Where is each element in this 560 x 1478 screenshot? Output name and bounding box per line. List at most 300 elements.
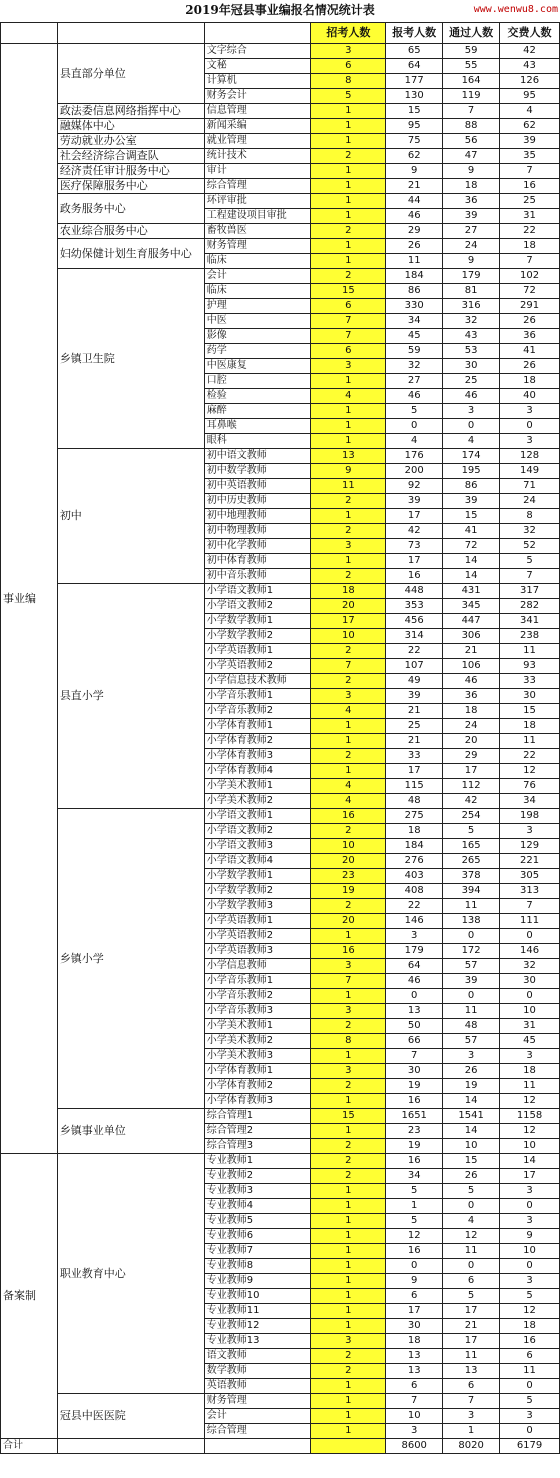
position-cell: 临床 xyxy=(204,254,311,269)
quota-cell: 1 xyxy=(311,989,386,1004)
applicants-cell: 5 xyxy=(386,404,443,419)
passed-cell: 24 xyxy=(443,719,500,734)
position-cell: 专业教师5 xyxy=(204,1214,311,1229)
passed-cell: 25 xyxy=(443,374,500,389)
paid-cell: 5 xyxy=(500,554,560,569)
quota-cell: 1 xyxy=(311,1049,386,1064)
paid-cell: 52 xyxy=(500,539,560,554)
passed-cell: 316 xyxy=(443,299,500,314)
applicants-cell: 44 xyxy=(386,194,443,209)
quota-cell: 2 xyxy=(311,494,386,509)
quota-cell: 1 xyxy=(311,404,386,419)
passed-cell: 53 xyxy=(443,344,500,359)
applicants-cell: 177 xyxy=(386,74,443,89)
applicants-cell: 22 xyxy=(386,899,443,914)
applicants-cell: 5 xyxy=(386,1214,443,1229)
applicants-cell: 16 xyxy=(386,1154,443,1169)
quota-cell: 1 xyxy=(311,1409,386,1424)
paid-cell: 282 xyxy=(500,599,560,614)
passed-cell: 39 xyxy=(443,209,500,224)
paid-cell: 7 xyxy=(500,569,560,584)
paid-cell: 22 xyxy=(500,749,560,764)
unit-cell: 政务服务中心 xyxy=(57,194,204,224)
position-cell: 小学数学教师1 xyxy=(204,869,311,884)
quota-cell: 3 xyxy=(311,44,386,59)
paid-cell: 43 xyxy=(500,59,560,74)
quota-cell: 1 xyxy=(311,134,386,149)
position-cell: 小学美术教师1 xyxy=(204,1019,311,1034)
passed-cell: 19 xyxy=(443,1079,500,1094)
header-quota: 招考人数 xyxy=(311,23,386,44)
passed-cell: 195 xyxy=(443,464,500,479)
applicants-cell: 48 xyxy=(386,794,443,809)
position-cell: 财务管理 xyxy=(204,1394,311,1409)
table-row xyxy=(1,104,560,119)
quota-cell: 20 xyxy=(311,854,386,869)
applicants-cell: 95 xyxy=(386,119,443,134)
quota-cell: 1 xyxy=(311,554,386,569)
position-cell: 畜牧兽医 xyxy=(204,224,311,239)
quota-cell: 2 xyxy=(311,524,386,539)
applicants-cell: 184 xyxy=(386,269,443,284)
passed-cell: 17 xyxy=(443,1304,500,1319)
quota-cell: 1 xyxy=(311,719,386,734)
table-row xyxy=(1,1109,560,1124)
paid-cell: 30 xyxy=(500,974,560,989)
applicants-cell: 59 xyxy=(386,344,443,359)
paid-cell: 7 xyxy=(500,899,560,914)
passed-cell: 57 xyxy=(443,959,500,974)
paid-cell: 18 xyxy=(500,239,560,254)
position-cell: 初中地理教师 xyxy=(204,509,311,524)
applicants-cell: 10 xyxy=(386,1409,443,1424)
applicants-cell: 16 xyxy=(386,569,443,584)
position-cell: 专业教师4 xyxy=(204,1199,311,1214)
applicants-cell: 30 xyxy=(386,1319,443,1334)
paid-cell: 3 xyxy=(500,1274,560,1289)
paid-cell: 10 xyxy=(500,1004,560,1019)
applicants-cell: 49 xyxy=(386,674,443,689)
table-row xyxy=(1,1154,560,1169)
quota-cell: 11 xyxy=(311,479,386,494)
passed-cell: 119 xyxy=(443,89,500,104)
paid-cell: 35 xyxy=(500,149,560,164)
quota-cell: 15 xyxy=(311,1109,386,1124)
quota-cell: 3 xyxy=(311,1064,386,1079)
unit-cell: 社会经济综合调查队 xyxy=(57,149,204,164)
quota-cell: 2 xyxy=(311,269,386,284)
applicants-cell: 6 xyxy=(386,1379,443,1394)
quota-cell: 7 xyxy=(311,659,386,674)
applicants-cell: 26 xyxy=(386,239,443,254)
passed-cell: 30 xyxy=(443,359,500,374)
position-cell: 英语教师 xyxy=(204,1379,311,1394)
applicants-cell: 39 xyxy=(386,494,443,509)
passed-cell: 18 xyxy=(443,704,500,719)
applicants-cell: 34 xyxy=(386,314,443,329)
paid-cell: 5 xyxy=(500,1289,560,1304)
applicants-cell: 314 xyxy=(386,629,443,644)
position-cell: 小学英语教师3 xyxy=(204,944,311,959)
paid-cell: 3 xyxy=(500,1214,560,1229)
quota-cell: 9 xyxy=(311,464,386,479)
passed-cell: 174 xyxy=(443,449,500,464)
quota-cell: 1 xyxy=(311,374,386,389)
passed-cell: 59 xyxy=(443,44,500,59)
total-blank xyxy=(204,1439,311,1454)
passed-cell: 6 xyxy=(443,1379,500,1394)
passed-cell: 26 xyxy=(443,1169,500,1184)
applicants-cell: 408 xyxy=(386,884,443,899)
paid-cell: 40 xyxy=(500,389,560,404)
position-cell: 小学美术教师2 xyxy=(204,794,311,809)
position-cell: 小学体育教师2 xyxy=(204,734,311,749)
passed-cell: 10 xyxy=(443,1139,500,1154)
passed-cell: 0 xyxy=(443,1259,500,1274)
paid-cell: 7 xyxy=(500,164,560,179)
table-row xyxy=(1,194,560,209)
position-cell: 小学音乐教师2 xyxy=(204,989,311,1004)
paid-cell: 341 xyxy=(500,614,560,629)
paid-cell: 7 xyxy=(500,254,560,269)
paid-cell: 18 xyxy=(500,1319,560,1334)
table-row xyxy=(1,44,560,59)
passed-cell: 11 xyxy=(443,899,500,914)
paid-cell: 31 xyxy=(500,1019,560,1034)
passed-cell: 5 xyxy=(443,824,500,839)
quota-cell: 3 xyxy=(311,689,386,704)
position-cell: 小学语文教师1 xyxy=(204,809,311,824)
applicants-cell: 21 xyxy=(386,179,443,194)
category-cell: 事业编 xyxy=(1,44,58,1154)
quota-cell: 2 xyxy=(311,1139,386,1154)
position-cell: 影像 xyxy=(204,329,311,344)
paid-cell: 9 xyxy=(500,1229,560,1244)
position-cell: 专业教师10 xyxy=(204,1289,311,1304)
applicants-cell: 92 xyxy=(386,479,443,494)
position-cell: 小学语文教师2 xyxy=(204,599,311,614)
applicants-cell: 11 xyxy=(386,254,443,269)
unit-cell: 冠县中医医院 xyxy=(57,1394,204,1439)
paid-cell: 146 xyxy=(500,944,560,959)
paid-cell: 45 xyxy=(500,1034,560,1049)
passed-cell: 6 xyxy=(443,1274,500,1289)
paid-cell: 32 xyxy=(500,959,560,974)
quota-cell: 4 xyxy=(311,389,386,404)
passed-cell: 172 xyxy=(443,944,500,959)
passed-cell: 24 xyxy=(443,239,500,254)
paid-cell: 3 xyxy=(500,824,560,839)
quota-cell: 2 xyxy=(311,149,386,164)
position-cell: 眼科 xyxy=(204,434,311,449)
table-row xyxy=(1,1394,560,1409)
applicants-cell: 146 xyxy=(386,914,443,929)
position-cell: 文秘 xyxy=(204,59,311,74)
position-cell: 初中体育教师 xyxy=(204,554,311,569)
position-cell: 综合管理2 xyxy=(204,1124,311,1139)
quota-cell: 4 xyxy=(311,704,386,719)
position-cell: 小学语文教师2 xyxy=(204,824,311,839)
passed-cell: 5 xyxy=(443,1289,500,1304)
passed-cell: 4 xyxy=(443,434,500,449)
passed-cell: 3 xyxy=(443,1049,500,1064)
applicants-cell: 50 xyxy=(386,1019,443,1034)
applicants-cell: 176 xyxy=(386,449,443,464)
passed-cell: 11 xyxy=(443,1244,500,1259)
paid-cell: 33 xyxy=(500,674,560,689)
quota-cell: 15 xyxy=(311,284,386,299)
table-row xyxy=(1,449,560,464)
header-blank xyxy=(57,23,204,44)
applicants-cell: 107 xyxy=(386,659,443,674)
unit-cell: 农业综合服务中心 xyxy=(57,224,204,239)
quota-cell: 2 xyxy=(311,1019,386,1034)
position-cell: 小学数学教师2 xyxy=(204,629,311,644)
position-cell: 小学体育教师2 xyxy=(204,1079,311,1094)
passed-cell: 43 xyxy=(443,329,500,344)
position-cell: 就业管理 xyxy=(204,134,311,149)
passed-cell: 14 xyxy=(443,554,500,569)
position-cell: 小学美术教师1 xyxy=(204,779,311,794)
applicants-cell: 21 xyxy=(386,704,443,719)
position-cell: 小学英语教师2 xyxy=(204,929,311,944)
position-cell: 会计 xyxy=(204,269,311,284)
position-cell: 小学语文教师3 xyxy=(204,839,311,854)
applicants-cell: 21 xyxy=(386,734,443,749)
paid-cell: 12 xyxy=(500,1304,560,1319)
applicants-cell: 276 xyxy=(386,854,443,869)
quota-cell: 3 xyxy=(311,539,386,554)
paid-cell: 26 xyxy=(500,314,560,329)
quota-cell: 20 xyxy=(311,914,386,929)
applicants-cell: 18 xyxy=(386,1334,443,1349)
applicants-cell: 27 xyxy=(386,374,443,389)
paid-cell: 76 xyxy=(500,779,560,794)
passed-cell: 29 xyxy=(443,749,500,764)
quota-cell: 3 xyxy=(311,959,386,974)
position-cell: 检验 xyxy=(204,389,311,404)
passed-cell: 378 xyxy=(443,869,500,884)
quota-cell: 4 xyxy=(311,794,386,809)
position-cell: 小学数学教师2 xyxy=(204,884,311,899)
applicants-cell: 75 xyxy=(386,134,443,149)
quota-cell: 2 xyxy=(311,899,386,914)
passed-cell: 57 xyxy=(443,1034,500,1049)
quota-cell: 1 xyxy=(311,509,386,524)
position-cell: 统计技术 xyxy=(204,149,311,164)
passed-cell: 14 xyxy=(443,569,500,584)
paid-cell: 26 xyxy=(500,359,560,374)
applicants-cell: 16 xyxy=(386,1244,443,1259)
header-row xyxy=(1,23,560,44)
paid-cell: 128 xyxy=(500,449,560,464)
position-cell: 语文教师 xyxy=(204,1349,311,1364)
paid-cell: 305 xyxy=(500,869,560,884)
position-cell: 新闻采编 xyxy=(204,119,311,134)
position-cell: 小学体育教师3 xyxy=(204,749,311,764)
quota-cell: 1 xyxy=(311,1394,386,1409)
passed-cell: 106 xyxy=(443,659,500,674)
quota-cell: 1 xyxy=(311,104,386,119)
applicants-cell: 7 xyxy=(386,1394,443,1409)
quota-cell: 1 xyxy=(311,434,386,449)
position-cell: 小学音乐教师3 xyxy=(204,1004,311,1019)
position-cell: 口腔 xyxy=(204,374,311,389)
quota-cell: 2 xyxy=(311,749,386,764)
paid-cell: 10 xyxy=(500,1244,560,1259)
position-cell: 护理 xyxy=(204,299,311,314)
position-cell: 小学信息教师 xyxy=(204,959,311,974)
position-cell: 综合管理3 xyxy=(204,1139,311,1154)
applicants-cell: 86 xyxy=(386,284,443,299)
applicants-cell: 46 xyxy=(386,209,443,224)
passed-cell: 17 xyxy=(443,764,500,779)
paid-cell: 95 xyxy=(500,89,560,104)
paid-cell: 3 xyxy=(500,1049,560,1064)
applicants-cell: 9 xyxy=(386,1274,443,1289)
position-cell: 初中语文教师 xyxy=(204,449,311,464)
quota-cell: 1 xyxy=(311,1244,386,1259)
applicants-cell: 23 xyxy=(386,1124,443,1139)
position-cell: 小学数学教师3 xyxy=(204,899,311,914)
quota-cell: 4 xyxy=(311,779,386,794)
quota-cell: 2 xyxy=(311,1079,386,1094)
quota-cell: 1 xyxy=(311,1184,386,1199)
applicants-cell: 353 xyxy=(386,599,443,614)
applicants-cell: 13 xyxy=(386,1349,443,1364)
applicants-cell: 0 xyxy=(386,989,443,1004)
passed-cell: 17 xyxy=(443,1334,500,1349)
passed-cell: 0 xyxy=(443,419,500,434)
paid-cell: 18 xyxy=(500,374,560,389)
applicants-cell: 275 xyxy=(386,809,443,824)
applicants-cell: 4 xyxy=(386,434,443,449)
applicants-cell: 42 xyxy=(386,524,443,539)
quota-cell: 16 xyxy=(311,944,386,959)
passed-cell: 3 xyxy=(443,1409,500,1424)
table-row xyxy=(1,164,560,179)
applicants-cell: 456 xyxy=(386,614,443,629)
position-cell: 小学音乐教师1 xyxy=(204,689,311,704)
passed-cell: 164 xyxy=(443,74,500,89)
table-row xyxy=(1,809,560,824)
applicants-cell: 1 xyxy=(386,1199,443,1214)
passed-cell: 0 xyxy=(443,1199,500,1214)
applicants-cell: 1651 xyxy=(386,1109,443,1124)
applicants-cell: 17 xyxy=(386,554,443,569)
applicants-cell: 65 xyxy=(386,44,443,59)
quota-cell: 1 xyxy=(311,164,386,179)
paid-cell: 0 xyxy=(500,1424,560,1439)
applicants-cell: 3 xyxy=(386,929,443,944)
applicants-cell: 130 xyxy=(386,89,443,104)
passed-cell: 41 xyxy=(443,524,500,539)
passed-cell: 86 xyxy=(443,479,500,494)
applicants-cell: 17 xyxy=(386,1304,443,1319)
quota-cell: 2 xyxy=(311,674,386,689)
position-cell: 中医康复 xyxy=(204,359,311,374)
passed-cell: 11 xyxy=(443,1349,500,1364)
table-row xyxy=(1,224,560,239)
quota-cell: 2 xyxy=(311,1154,386,1169)
applicants-cell: 33 xyxy=(386,749,443,764)
position-cell: 小学英语教师1 xyxy=(204,914,311,929)
total-row xyxy=(1,1439,560,1454)
applicants-cell: 0 xyxy=(386,419,443,434)
total-blank xyxy=(57,1439,204,1454)
position-cell: 综合管理 xyxy=(204,1424,311,1439)
quota-cell: 2 xyxy=(311,569,386,584)
position-cell: 临床 xyxy=(204,284,311,299)
paid-cell: 0 xyxy=(500,1199,560,1214)
quota-cell: 10 xyxy=(311,629,386,644)
paid-cell: 11 xyxy=(500,1364,560,1379)
paid-cell: 1158 xyxy=(500,1109,560,1124)
quota-cell: 1 xyxy=(311,764,386,779)
page-title: 2019年冠县事业编报名情况统计表 xyxy=(185,3,375,17)
position-cell: 初中物理教师 xyxy=(204,524,311,539)
position-cell: 专业教师12 xyxy=(204,1319,311,1334)
paid-cell: 15 xyxy=(500,704,560,719)
unit-cell: 劳动就业办公室 xyxy=(57,134,204,149)
passed-cell: 32 xyxy=(443,314,500,329)
unit-cell: 县直小学 xyxy=(57,584,204,809)
quota-cell: 2 xyxy=(311,644,386,659)
passed-cell: 14 xyxy=(443,1124,500,1139)
unit-cell: 经济责任审计服务中心 xyxy=(57,164,204,179)
quota-cell: 6 xyxy=(311,299,386,314)
position-cell: 财务会计 xyxy=(204,89,311,104)
passed-cell: 1541 xyxy=(443,1109,500,1124)
position-cell: 小学音乐教师1 xyxy=(204,974,311,989)
position-cell: 专业教师11 xyxy=(204,1304,311,1319)
paid-cell: 11 xyxy=(500,734,560,749)
applicants-cell: 45 xyxy=(386,329,443,344)
passed-cell: 345 xyxy=(443,599,500,614)
quota-cell: 1 xyxy=(311,1304,386,1319)
paid-cell: 10 xyxy=(500,1139,560,1154)
passed-cell: 56 xyxy=(443,134,500,149)
paid-cell: 36 xyxy=(500,329,560,344)
applicants-cell: 64 xyxy=(386,59,443,74)
passed-cell: 15 xyxy=(443,1154,500,1169)
position-cell: 药学 xyxy=(204,344,311,359)
passed-cell: 165 xyxy=(443,839,500,854)
passed-cell: 394 xyxy=(443,884,500,899)
position-cell: 专业教师6 xyxy=(204,1229,311,1244)
paid-cell: 41 xyxy=(500,344,560,359)
table-row xyxy=(1,269,560,284)
paid-cell: 24 xyxy=(500,494,560,509)
applicants-cell: 29 xyxy=(386,224,443,239)
statistics-table xyxy=(0,22,560,1454)
applicants-cell: 9 xyxy=(386,164,443,179)
applicants-cell: 64 xyxy=(386,959,443,974)
applicants-cell: 17 xyxy=(386,509,443,524)
passed-cell: 46 xyxy=(443,389,500,404)
position-cell: 小学信息技术教师 xyxy=(204,674,311,689)
paid-cell: 149 xyxy=(500,464,560,479)
passed-cell: 47 xyxy=(443,149,500,164)
quota-cell: 1 xyxy=(311,1274,386,1289)
position-cell: 文字综合 xyxy=(204,44,311,59)
position-cell: 审计 xyxy=(204,164,311,179)
position-cell: 初中音乐教师 xyxy=(204,569,311,584)
applicants-cell: 200 xyxy=(386,464,443,479)
paid-cell: 317 xyxy=(500,584,560,599)
passed-cell: 11 xyxy=(443,1004,500,1019)
applicants-cell: 12 xyxy=(386,1229,443,1244)
